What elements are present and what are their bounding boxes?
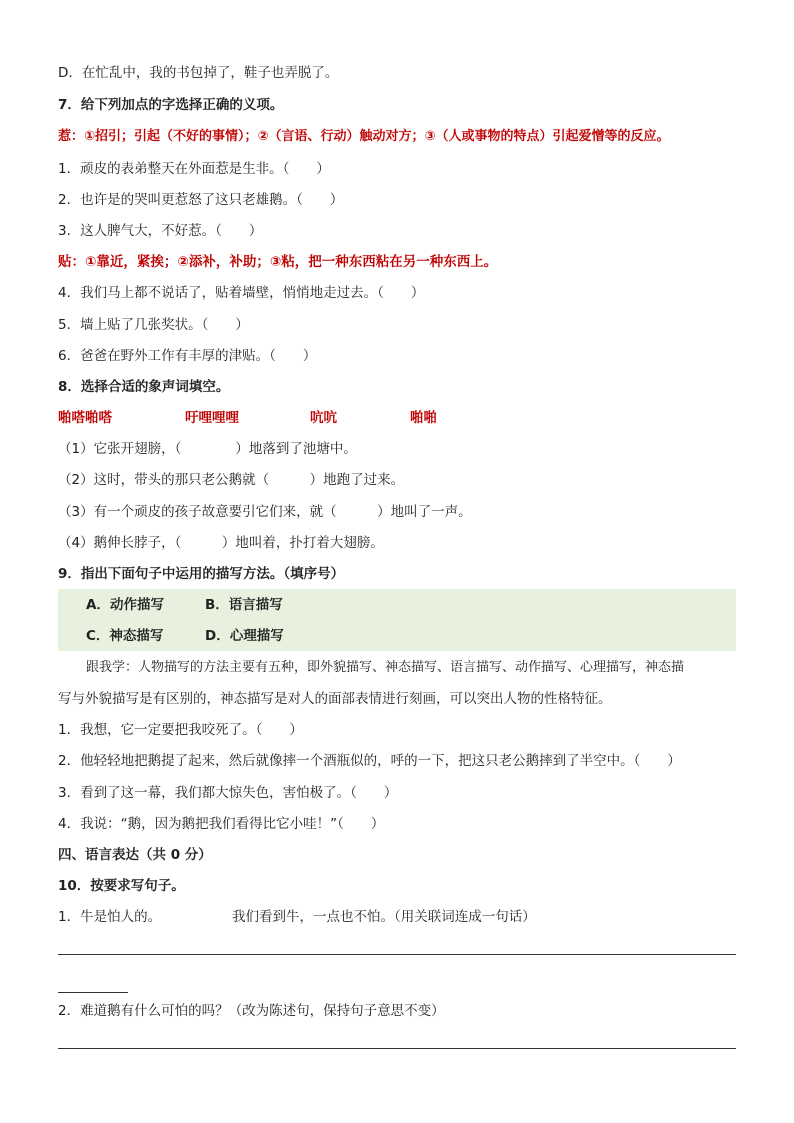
- q10-item-2: 2．难道鹅有什么可怕的吗？（改为陈述句，保持句子意思不变）: [58, 1003, 445, 1019]
- q8-item-4: （4）鹅伸长脖子，（ ）地叫着，扑打着大翅膀。: [58, 535, 384, 551]
- option-c: C．神态描写: [86, 628, 164, 644]
- q8-item-3: （3）有一个顽皮的孩子故意要引它们来，就（ ）地叫了一声。: [58, 504, 472, 520]
- answer-line: [58, 954, 736, 955]
- option-a: A．动作描写: [86, 597, 164, 613]
- q9-item-1: 1．我想，它一定要把我咬死了。（ ）: [58, 722, 303, 738]
- re-item-3: 3．这人脾气大，不好惹。（ ）: [58, 223, 263, 239]
- option-d: D．心理描写: [205, 628, 284, 644]
- q8-item-1: （1）它张开翅膀，（ ）地落到了池塘中。: [58, 441, 357, 457]
- q10-item-1a: 1．牛是怕人的。: [58, 909, 162, 925]
- q9-item-4: 4．我说：“鹅，因为鹅把我们看得比它小哇！”（ ）: [58, 816, 385, 832]
- re-item-2: 2．也许是的哭叫更惹怒了这只老雄鹅。（ ）: [58, 192, 344, 208]
- onomatopoeia-word: 吭吭: [310, 410, 337, 426]
- q9-item-2: 2．他轻轻地把鹅提了起来，然后就像摔一个酒瓶似的，呼的一下，把这只老公鹅摔到了半空中。（ ）: [58, 753, 681, 769]
- option-d-line: D．在忙乱中，我的书包掉了，鞋子也弄脱了。: [58, 65, 339, 81]
- tie-item-4: 4．我们马上都不说话了，贴着墙壁，悄悄地走过去。（ ）: [58, 285, 425, 301]
- re-definition: 惹：①招引；引起（不好的事情）；②（言语、行动）触动对方；③（人或事物的特点）引起爱憎等的反应。: [58, 129, 670, 144]
- onomatopoeia-word: 啪啪: [410, 410, 437, 426]
- question-9-title: 9．指出下面句子中运用的描写方法。（填序号）: [58, 566, 345, 582]
- tip-line-2: 写与外貌描写是有区别的，神态描写是对人的面部表情进行刻画，可以突出人物的性格特征。: [58, 691, 612, 707]
- answer-line: [58, 1048, 736, 1049]
- footnote-rule: [58, 992, 128, 993]
- question-8-title: 8．选择合适的象声词填空。: [58, 379, 230, 395]
- q8-item-2: （2）这时，带头的那只老公鹅就（ ）地跑了过来。: [58, 472, 405, 488]
- tie-item-5: 5．墙上贴了几张奖状。（ ）: [58, 317, 249, 333]
- section-4-heading: 四、语言表达（共 0 分）: [58, 847, 212, 863]
- option-b: B．语言描写: [205, 597, 283, 613]
- onomatopoeia-word: 啪嗒啪嗒: [58, 410, 112, 426]
- tip-line-1: 跟我学：人物描写的方法主要有五种，即外貌描写、神态描写、语言描写、动作描写、心理描写，神态描: [86, 660, 685, 675]
- q9-item-3: 3．看到了这一幕，我们都大惊失色，害怕极了。（ ）: [58, 785, 398, 801]
- q10-item-1b: 我们看到牛，一点也不怕。（用关联词连成一句话）: [232, 909, 536, 925]
- tie-definition: 贴：①靠近，紧挨；②添补，补助；③粘，把一种东西粘在另一种东西上。: [58, 254, 498, 270]
- onomatopoeia-word: 吁哩哩哩: [185, 410, 239, 426]
- question-10-title: 10．按要求写句子。: [58, 878, 185, 894]
- tie-item-6: 6．爸爸在野外工作有丰厚的津贴。（ ）: [58, 348, 317, 364]
- question-7-title: 7．给下列加点的字选择正确的义项。: [58, 97, 284, 113]
- re-item-1: 1．顽皮的表弟整天在外面惹是生非。（ ）: [58, 161, 330, 177]
